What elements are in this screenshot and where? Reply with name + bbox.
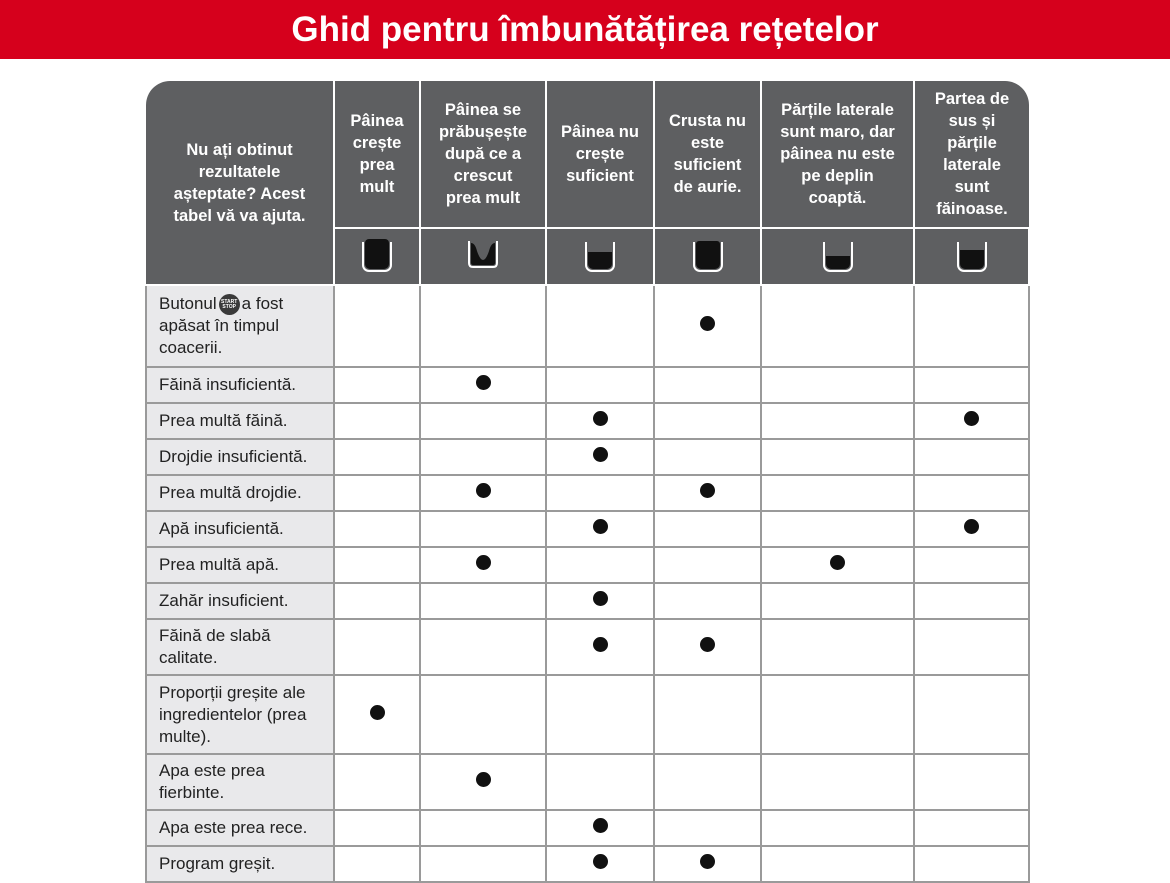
- mark-cell: [420, 846, 546, 882]
- mark-cell: [914, 439, 1029, 475]
- column-header: Partea de sus și părțile laterale sunt făinoase.: [914, 81, 1029, 228]
- mark-cell: [334, 475, 420, 511]
- row-label: Prea multă făină.: [146, 403, 334, 439]
- troubleshooting-table: [145, 81, 1030, 883]
- table-row: [146, 403, 1029, 439]
- row-label: Program greșit.: [146, 846, 334, 882]
- bread-pan-floury-icon: [957, 242, 987, 272]
- column-icon-cell: [334, 228, 420, 285]
- mark-cell: [546, 547, 654, 583]
- mark-cell: [546, 619, 654, 675]
- mark-cell: [914, 619, 1029, 675]
- mark-cell: [334, 439, 420, 475]
- table-row: [146, 583, 1029, 619]
- mark-cell: [914, 403, 1029, 439]
- mark-cell: [334, 846, 420, 882]
- row-label: Apa este prea rece.: [146, 810, 334, 846]
- indicator-dot: [700, 637, 715, 652]
- mark-cell: [654, 846, 761, 882]
- table-row: [146, 439, 1029, 475]
- row-label: Prea multă drojdie.: [146, 475, 334, 511]
- mark-cell: [546, 846, 654, 882]
- mark-cell: [914, 547, 1029, 583]
- indicator-dot: [593, 591, 608, 606]
- table-row: [146, 675, 1029, 754]
- mark-cell: [420, 367, 546, 403]
- mark-cell: [334, 583, 420, 619]
- table-row: [146, 367, 1029, 403]
- mark-cell: [761, 475, 914, 511]
- column-icon-cell: [761, 228, 914, 285]
- mark-cell: [914, 754, 1029, 810]
- column-icon-cell: [914, 228, 1029, 285]
- indicator-dot: [593, 411, 608, 426]
- mark-cell: [761, 583, 914, 619]
- mark-cell: [654, 547, 761, 583]
- mark-cell: [334, 285, 420, 367]
- mark-cell: [334, 403, 420, 439]
- indicator-dot: [476, 483, 491, 498]
- mark-cell: [420, 583, 546, 619]
- indicator-dot: [593, 854, 608, 869]
- column-icon-cell: [654, 228, 761, 285]
- table-row: [146, 846, 1029, 882]
- mark-cell: [914, 810, 1029, 846]
- mark-cell: [334, 675, 420, 754]
- indicator-dot: [593, 818, 608, 833]
- column-header: Crusta nu este suficient de aurie.: [654, 81, 761, 228]
- mark-cell: [334, 547, 420, 583]
- mark-cell: [420, 675, 546, 754]
- mark-cell: [761, 511, 914, 547]
- mark-cell: [420, 547, 546, 583]
- page-title: Ghid pentru îmbunătățirea rețetelor: [291, 9, 879, 49]
- mark-cell: [546, 367, 654, 403]
- row-label: Apă insuficientă.: [146, 511, 334, 547]
- mark-cell: [420, 619, 546, 675]
- row-label: Prea multă apă.: [146, 547, 334, 583]
- mark-cell: [654, 675, 761, 754]
- indicator-dot: [700, 483, 715, 498]
- row-label: Făină insuficientă.: [146, 367, 334, 403]
- mark-cell: [546, 403, 654, 439]
- mark-cell: [420, 475, 546, 511]
- row-label: Proporții greșite ale ingredientelor (prea multe).: [146, 675, 334, 754]
- mark-cell: [914, 367, 1029, 403]
- table-row: [146, 619, 1029, 675]
- mark-cell: [761, 810, 914, 846]
- indicator-dot: [700, 316, 715, 331]
- indicator-dot: [476, 772, 491, 787]
- troubleshooting-table-wrap: [145, 81, 1028, 873]
- mark-cell: [761, 846, 914, 882]
- bread-pan-collapsed-icon: [467, 239, 499, 269]
- indicator-dot: [964, 411, 979, 426]
- row-label: Făină de slabă calitate.: [146, 619, 334, 675]
- mark-cell: [654, 619, 761, 675]
- mark-cell: [334, 511, 420, 547]
- mark-cell: [546, 475, 654, 511]
- mark-cell: [334, 619, 420, 675]
- start-stop-icon: START STOP: [219, 294, 240, 315]
- mark-cell: [546, 583, 654, 619]
- mark-cell: [334, 810, 420, 846]
- mark-cell: [654, 511, 761, 547]
- bread-pan-overflow-icon: [362, 242, 392, 272]
- mark-cell: [654, 367, 761, 403]
- mark-cell: [914, 285, 1029, 367]
- mark-cell: [761, 754, 914, 810]
- mark-cell: [914, 846, 1029, 882]
- mark-cell: [761, 619, 914, 675]
- mark-cell: [654, 285, 761, 367]
- table-row: [146, 547, 1029, 583]
- mark-cell: [420, 285, 546, 367]
- row-label: Drojdie insuficientă.: [146, 439, 334, 475]
- column-header: Pâinea crește prea mult: [334, 81, 420, 228]
- mark-cell: [914, 583, 1029, 619]
- mark-cell: [546, 511, 654, 547]
- mark-cell: [654, 475, 761, 511]
- mark-cell: [420, 810, 546, 846]
- mark-cell: [420, 439, 546, 475]
- mark-cell: [654, 583, 761, 619]
- indicator-dot: [964, 519, 979, 534]
- table-row: [146, 475, 1029, 511]
- indicator-dot: [370, 705, 385, 720]
- table-row: [146, 285, 1029, 367]
- column-icon-cell: [420, 228, 546, 285]
- mark-cell: [420, 511, 546, 547]
- corner-header: Nu ați obtinut rezultatele așteptate? Acest tabel vă va ajuta.: [146, 81, 334, 285]
- mark-cell: [654, 754, 761, 810]
- indicator-dot: [830, 555, 845, 570]
- mark-cell: [761, 403, 914, 439]
- mark-cell: [914, 475, 1029, 511]
- table-row: [146, 810, 1029, 846]
- mark-cell: [420, 754, 546, 810]
- mark-cell: [334, 367, 420, 403]
- mark-cell: [761, 547, 914, 583]
- column-header: Părțile laterale sunt maro, dar pâinea nu este pe deplin coaptă.: [761, 81, 914, 228]
- indicator-dot: [593, 637, 608, 652]
- indicator-dot: [593, 447, 608, 462]
- mark-cell: [546, 285, 654, 367]
- mark-cell: [761, 439, 914, 475]
- mark-cell: [914, 675, 1029, 754]
- mark-cell: [334, 754, 420, 810]
- bread-pan-low-icon: [585, 242, 615, 272]
- indicator-dot: [476, 555, 491, 570]
- mark-cell: [546, 810, 654, 846]
- mark-cell: [654, 439, 761, 475]
- title-banner: [0, 0, 1170, 59]
- mark-cell: [546, 675, 654, 754]
- indicator-dot: [700, 854, 715, 869]
- mark-cell: [761, 285, 914, 367]
- row-label: Zahăr insuficient.: [146, 583, 334, 619]
- mark-cell: [420, 403, 546, 439]
- bread-pan-full-icon: [693, 242, 723, 272]
- row-label: Butonul START STOP a fost apăsat în timpul coacerii.: [146, 285, 334, 367]
- mark-cell: [761, 675, 914, 754]
- table-row: [146, 511, 1029, 547]
- column-header: Pâinea nu crește suficient: [546, 81, 654, 228]
- column-header: Pâinea se prăbușește după ce a crescut prea mult: [420, 81, 546, 228]
- indicator-dot: [593, 519, 608, 534]
- bread-pan-half-icon: [823, 242, 853, 272]
- mark-cell: [546, 754, 654, 810]
- mark-cell: [654, 403, 761, 439]
- table-row: [146, 754, 1029, 810]
- column-icon-cell: [546, 228, 654, 285]
- mark-cell: [761, 367, 914, 403]
- mark-cell: [914, 511, 1029, 547]
- mark-cell: [654, 810, 761, 846]
- indicator-dot: [476, 375, 491, 390]
- mark-cell: [546, 439, 654, 475]
- row-label: Apa este prea fierbinte.: [146, 754, 334, 810]
